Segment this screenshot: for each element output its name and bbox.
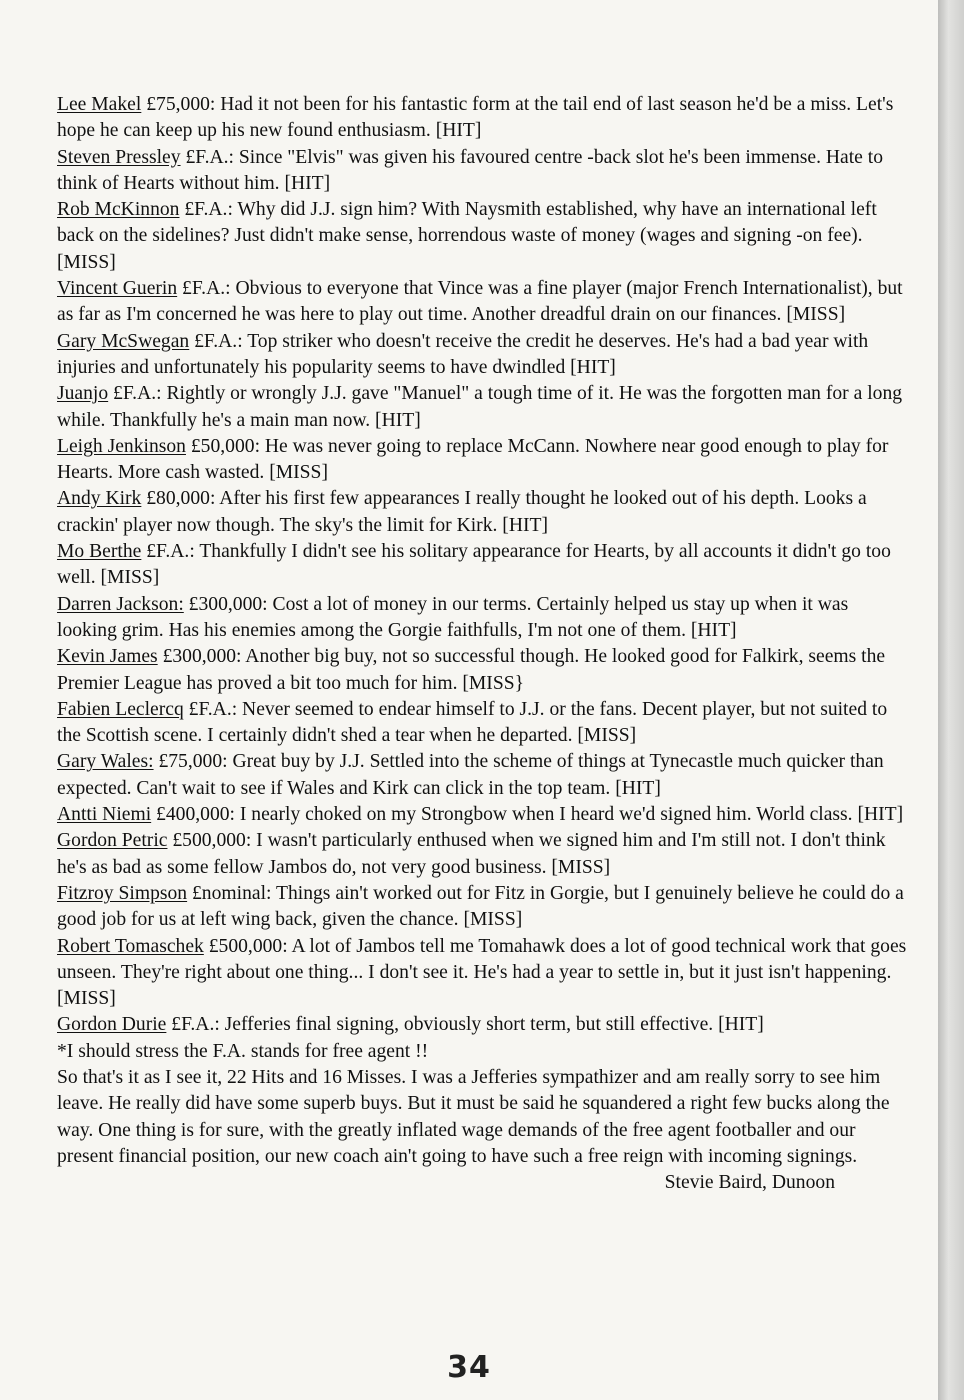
- player-assessment: £50,000: He was never going to replace McCann. Nowhere near good enough to play for Hearts. More cash wasted. [MISS]: [57, 435, 889, 484]
- player-name: Fabien Leclercq: [57, 698, 184, 720]
- player-assessment: £300,000: Another big buy, not so successful though. He looked good for Falkirk, seems the Premier League has proved a bit too much for him. [MISS}: [57, 646, 886, 694]
- player-entry: [57, 145, 907, 198]
- player-assessment: £F.A.: Thankfully I didn't see his solitary appearance for Hearts, by all accounts it didn't go too well. [MISS]: [57, 541, 891, 589]
- player-assessment: £F.A.: Rightly or wrongly J.J. gave "Manuel" a tough time of it. He was the forgotten man for a long while. Thankfully he's a main man now. [HIT]: [57, 383, 903, 431]
- player-entry: [57, 276, 907, 329]
- player-entry: [57, 197, 907, 276]
- player-assessment: £F.A.: Jefferies final signing, obviously short term, but still effective. [HIT]: [166, 1014, 764, 1036]
- article-body: [57, 92, 907, 1196]
- player-name: Juanjo: [57, 383, 109, 405]
- player-name: Kevin James: [57, 646, 158, 668]
- player-name: Leigh Jenkinson: [57, 435, 186, 457]
- page-number: 34: [447, 1350, 491, 1385]
- player-entries: [57, 92, 907, 1039]
- player-entry: [57, 881, 907, 934]
- player-assessment: £F.A.: Why did J.J. sign him? With Naysmith established, why have an international left back on the sidelines? Just didn't make sense, horrendous waste of money (wages and signing -on fee). [MISS]: [57, 199, 877, 273]
- player-entry: [57, 92, 907, 145]
- player-assessment: £75,000: Had it not been for his fantastic form at the tail end of last season he'd be a miss. Let's hope he can keep up his new found enthusiasm. [HIT]: [57, 94, 894, 142]
- player-assessment: £nominal: Things ain't worked out for Fitz in Gorgie, but I genuinely believe he could do a good job for us at left wing back, given the chance. [MISS]: [57, 882, 904, 931]
- player-entry: [57, 697, 907, 750]
- player-assessment: £F.A.: Since "Elvis" was given his favoured centre -back slot he's been immense. Hate to think of Hearts without him. [HIT]: [57, 146, 884, 194]
- author-signature: Stevie Baird, Dunoon: [664, 1172, 835, 1194]
- player-name: Antti Niemi: [57, 804, 152, 826]
- player-name: Fitzroy Simpson: [57, 882, 188, 904]
- player-entry: [57, 749, 907, 802]
- player-assessment: £80,000: After his first few appearances I really thought he looked out of his depth. Looks a crackin' player now though. The sky's the limit for Kirk. [HIT]: [57, 488, 867, 536]
- player-entry: [57, 592, 907, 645]
- page-edge: [938, 0, 964, 1400]
- player-assessment: £500,000: I wasn't particularly enthused when we signed him and I'm still not. I don't think he's as bad as some fellow Jambos do, not very good business. [MISS]: [57, 830, 886, 878]
- player-entry: [57, 802, 907, 828]
- player-assessment: £F.A.: Top striker who doesn't receive the credit he deserves. He's had a bad year with injuries and unfortunately his popularity seems to have dwindled [HIT]: [57, 330, 869, 378]
- player-entry: [57, 828, 907, 881]
- player-entry: [57, 1012, 907, 1038]
- player-assessment: £F.A.: Obvious to everyone that Vince was a fine player (major French Internationalist), but as far as I'm concerned he was here to play out time. Another dreadful drain on our finances. [MISS]: [57, 278, 903, 326]
- summary-paragraph: So that's it as I see it, 22 Hits and 16 Misses. I was a Jefferies sympathizer and am really sorry to see him leave. He really did have some superb buys. But it must be said he squandered a right few bucks along the way. One thing is for sure, with the greatly inflated wage demands of the free agent footballer and our present financial position, our new coach ain't going to have such a free reign with incoming signings.: [57, 1066, 890, 1167]
- player-name: Gary McSwegan: [57, 330, 190, 352]
- player-entry: [57, 539, 907, 592]
- player-name: Lee Makel: [57, 94, 142, 115]
- player-name: Robert Tomaschek: [57, 935, 204, 957]
- player-name: Mo Berthe: [57, 541, 142, 563]
- player-entry: [57, 329, 907, 382]
- player-assessment: £75,000: Great buy by J.J. Settled into the scheme of things at Tynecastle much quicker than expected. Can't wait to see if Wales and Kirk can click in the top team. [HIT]: [57, 751, 884, 799]
- player-entry: [57, 644, 907, 697]
- player-assessment: £300,000: Cost a lot of money in our terms. Certainly helped us stay up when it was looking grim. Has his enemies among the Gorgie faithfulls, I'm not one of them. [HIT]: [57, 593, 849, 641]
- player-name: Rob McKinnon: [57, 199, 180, 221]
- player-name: Andy Kirk: [57, 488, 142, 510]
- footnote: *I should stress the F.A. stands for free agent !!: [57, 1040, 429, 1062]
- player-entry: [57, 486, 907, 539]
- player-name: Vincent Guerin: [57, 278, 178, 300]
- player-name: Darren Jackson:: [57, 593, 184, 615]
- player-entry: [57, 434, 907, 487]
- player-name: Steven Pressley: [57, 146, 181, 168]
- player-assessment: £400,000: I nearly choked on my Strongbow when I heard we'd signed him. World class. [HIT]: [151, 804, 904, 826]
- player-assessment: £500,000: A lot of Jambos tell me Tomahawk does a lot of good technical work that goes unseen. They're right about one thing... I don't see it. He's had a year to settle in, but it just isn't happening. [MISS]: [57, 935, 907, 1010]
- player-name: Gary Wales:: [57, 751, 154, 773]
- player-name: Gordon Durie: [57, 1014, 167, 1036]
- player-assessment: £F.A.: Never seemed to endear himself to J.J. or the fans. Decent player, but not suited to the Scottish scene. I certainly didn't shed a tear when he departed. [MISS]: [57, 698, 888, 747]
- player-name: Gordon Petric: [57, 830, 168, 852]
- player-entry: [57, 381, 907, 434]
- player-entry: [57, 934, 907, 1013]
